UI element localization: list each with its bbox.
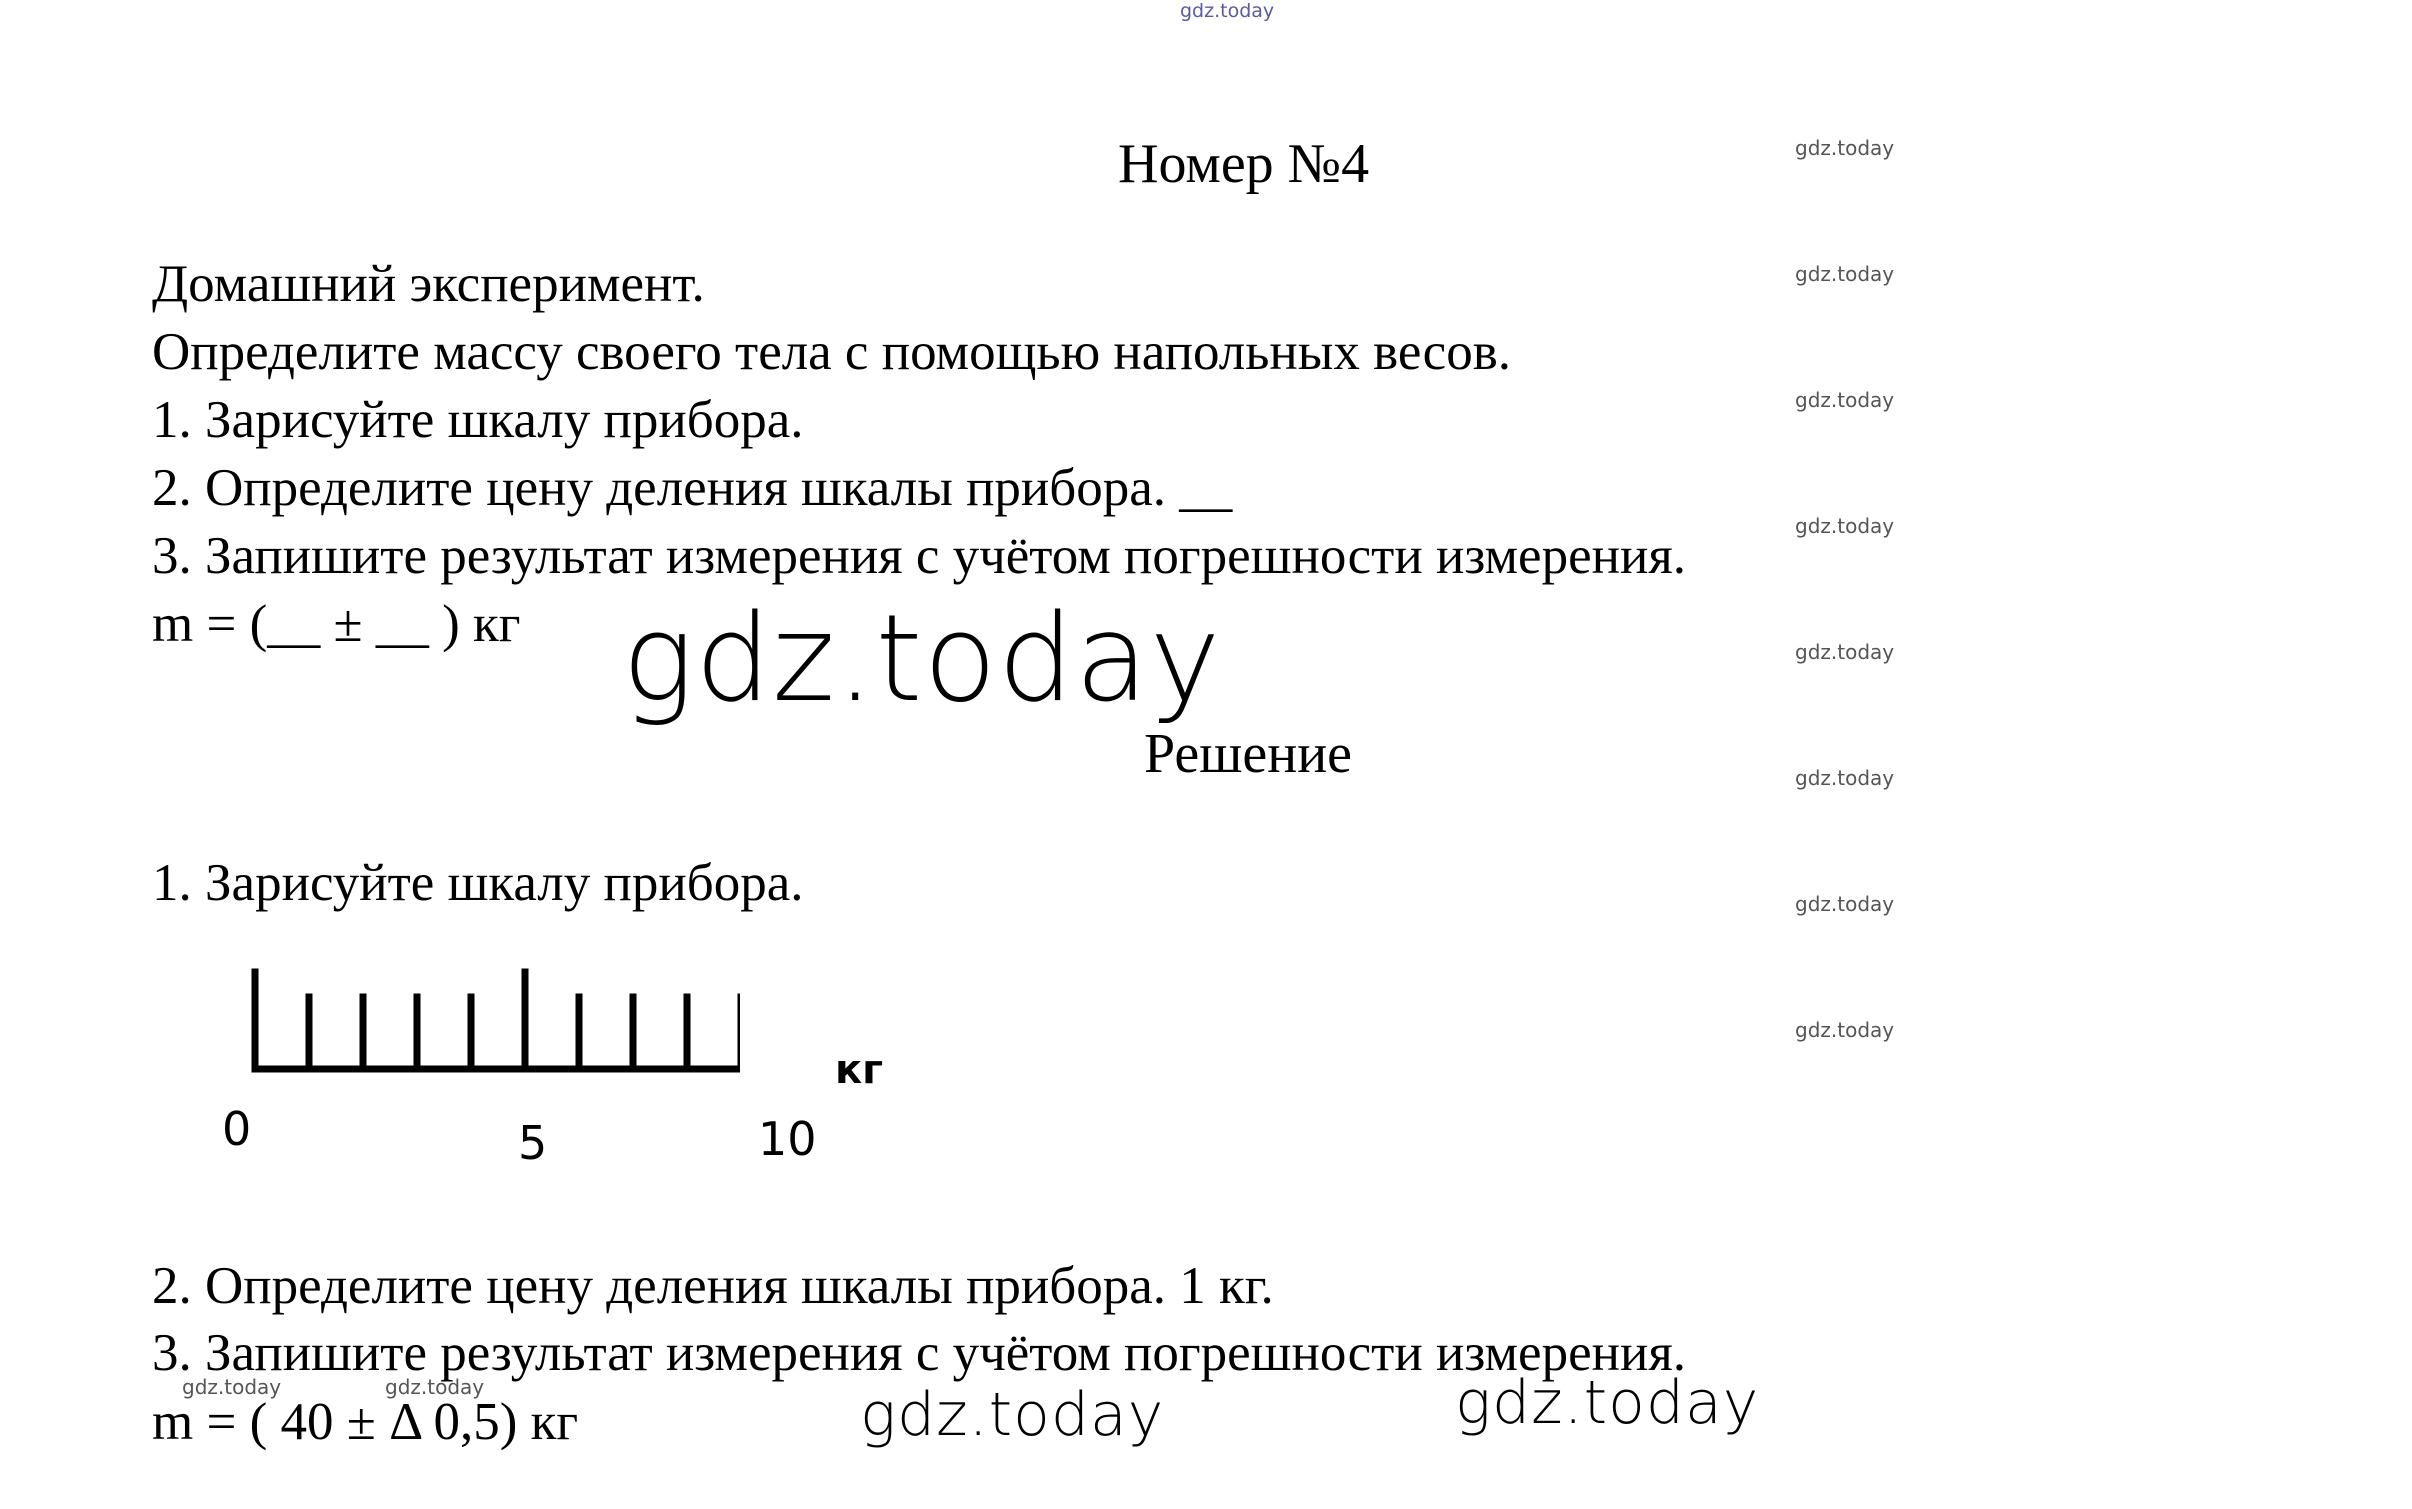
side-watermark: gdz.today [1795,640,1895,664]
task-line: 3. Запишите результат измерения с учётом погрешности измерения. [152,527,1686,585]
scale-diagram [240,965,740,1075]
scale-tick-label-0: 0 [222,1102,252,1156]
solution-step-1: 1. Зарисуйте шкалу прибора. [152,854,804,912]
bottom-big-watermark: gdz.today [1455,1368,1760,1438]
bottom-watermark: gdz.today [385,1375,485,1399]
task-formula: m = (__ ± __ ) кг [152,595,521,653]
task-line: 1. Зарисуйте шкалу прибора. [152,391,804,449]
scale-tick-label-10: 10 [758,1112,817,1166]
task-title: Номер №4 [1118,133,1370,195]
solution-step-3: 3. Запишите результат измерения с учётом погрешности измерения. [152,1324,1686,1382]
scale-unit-label: кг [835,1047,884,1093]
side-watermark: gdz.today [1795,136,1895,160]
side-watermark: gdz.today [1795,262,1895,286]
side-watermark: gdz.today [1795,1018,1895,1042]
scale-tick-label-5: 5 [518,1116,548,1170]
big-watermark: gdz.today [622,590,1222,729]
task-line: Домашний эксперимент. [152,255,705,313]
bottom-big-watermark: gdz.today [860,1380,1165,1450]
side-watermark: gdz.today [1795,514,1895,538]
side-watermark: gdz.today [1795,892,1895,916]
task-line: 2. Определите цену деления шкалы прибора. __ [152,459,1233,517]
solution-result: m = ( 40 ± Δ 0,5) кг [152,1393,579,1451]
solution-heading: Решение [1144,723,1353,785]
solution-step-2: 2. Определите цену деления шкалы прибора. 1 кг. [152,1257,1274,1315]
bottom-watermark: gdz.today [182,1375,282,1399]
task-line: Определите массу своего тела с помощью напольных весов. [152,323,1511,381]
top-watermark: gdz.today [1180,0,1275,22]
side-watermark: gdz.today [1795,388,1895,412]
side-watermark: gdz.today [1795,766,1895,790]
